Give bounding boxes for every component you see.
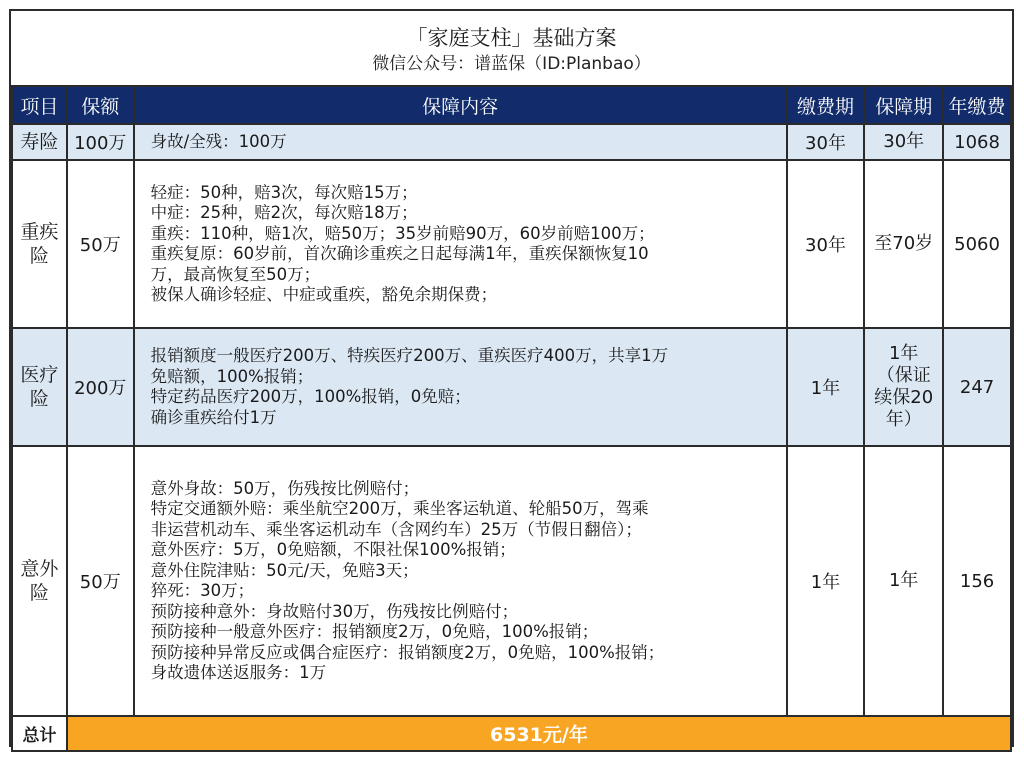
coverage-details-line: 意外身故：50万，伤残按比例赔付； (150, 478, 420, 498)
row-medical (12, 328, 1011, 446)
coverage-details-line: 重疾复原：60岁前，首次确诊重疾之日起每满1年，重疾保额恢复10 (150, 244, 649, 263)
plan-title: 「家庭支柱」基础方案 (406, 26, 617, 50)
total-value: 6531元/年 (67, 716, 1011, 751)
cover-period-line: 1年 (888, 343, 919, 364)
coverage-details-line: 预防接种异常反应或偶合症医疗：报销额度2万，0免赔，100%报销； (150, 642, 665, 662)
total-label: 总计 (12, 716, 67, 751)
pay-period: 30年 (787, 160, 865, 328)
item-name-line: 险 (29, 245, 49, 267)
plan-table-frame (9, 9, 1014, 747)
header-coverage: 保障内容 (134, 86, 787, 124)
pay-period: 1年 (787, 328, 865, 446)
item-name (12, 160, 67, 328)
coverage-details-line: 特定交通额外赔：乘坐航空200万，乘坐客运轨道、轮船50万，驾乘 (150, 499, 649, 518)
header-amount: 保额 (67, 86, 134, 124)
header-annual-premium: 年缴费 (943, 86, 1011, 124)
coverage-details-line: 报销额度一般医疗200万、特疾医疗200万、重疾医疗400万，共享1万 (150, 346, 669, 365)
item-name-line: 险 (29, 582, 49, 604)
annual-premium: 247 (943, 328, 1011, 446)
cover-period-line: 1年 (888, 570, 919, 591)
pay-period: 30年 (787, 124, 865, 160)
coverage-details-line: 预防接种一般意外医疗：报销额度2万，0免赔，100%报销； (150, 622, 599, 641)
total-row (12, 716, 1011, 751)
coverage-details-line: 猝死：30万； (150, 581, 255, 600)
coverage-amount: 50万 (67, 160, 134, 328)
item-name-line: 医疗 (20, 364, 59, 386)
row-life (12, 124, 1011, 160)
row-critical-illness (12, 160, 1011, 328)
coverage-details (134, 160, 787, 328)
header-cover-period: 保障期 (864, 86, 943, 124)
cover-period-line: （保证 (876, 365, 931, 386)
item-name (12, 328, 67, 446)
cover-period-line: 30年 (883, 131, 925, 152)
item-name-line: 险 (29, 388, 49, 410)
annual-premium: 5060 (943, 160, 1011, 328)
cover-period (864, 446, 943, 716)
coverage-details-line: 意外医疗：5万，0免赔额，不限社保100%报销； (150, 540, 516, 559)
coverage-details-line: 身故遗体送返服务：1万 (150, 663, 327, 682)
header-item: 项目 (12, 86, 67, 124)
annual-premium: 156 (943, 446, 1011, 716)
plan-table (11, 85, 1012, 752)
coverage-details-line: 意外住院津贴：50元/天，免赔3天； (150, 560, 419, 580)
coverage-amount: 100万 (67, 124, 134, 160)
cover-period-line: 至70岁 (874, 233, 934, 254)
cover-period (864, 160, 943, 328)
cover-period (864, 124, 943, 160)
plan-subtitle: 微信公众号：谱蓝保（ID:Planbao） (372, 54, 651, 74)
coverage-details (134, 446, 787, 716)
annual-premium: 1068 (943, 124, 1011, 160)
cover-period-line: 续保20 (874, 387, 934, 408)
coverage-details-line: 身故/全残：100万 (150, 131, 287, 151)
coverage-details-line: 中症：25种，赔2次，每次赔18万； (150, 203, 418, 222)
coverage-amount: 50万 (67, 446, 134, 716)
coverage-details-line: 轻症：50种，赔3次，每次赔15万； (150, 182, 418, 202)
coverage-amount: 200万 (67, 328, 134, 446)
coverage-details-line: 非运营机动车、乘坐客运机动车（含网约车）25万（节假日翻倍）； (150, 519, 642, 539)
cover-period-line: 年） (885, 409, 922, 430)
item-name-line: 寿险 (20, 131, 59, 153)
coverage-details-line: 免赔额，100%报销； (150, 366, 314, 386)
coverage-details-line: 被保人确诊轻症、中症或重疾，豁免余期保费； (150, 285, 498, 304)
coverage-details-line: 重疾：110种，赔1次，赔50万；35岁前赔90万，60岁前赔100万； (150, 223, 655, 243)
item-name (12, 446, 67, 716)
pay-period: 1年 (787, 446, 865, 716)
coverage-details-line: 预防接种意外：身故赔付30万，伤残按比例赔付； (150, 601, 519, 621)
coverage-details-line: 万，最高恢复至50万； (150, 264, 321, 284)
item-name-line: 意外 (20, 558, 59, 580)
item-name-line: 重疾 (20, 221, 59, 243)
cover-period (864, 328, 943, 446)
title-block (11, 11, 1012, 87)
row-accident (12, 446, 1011, 716)
header-pay-period: 缴费期 (787, 86, 865, 124)
coverage-details (134, 124, 787, 160)
coverage-details (134, 328, 787, 446)
coverage-details-line: 特定药品医疗200万，100%报销，0免赔； (150, 387, 471, 406)
item-name (12, 124, 67, 160)
header-row (12, 86, 1011, 124)
coverage-details-line: 确诊重疾给付1万 (150, 407, 277, 427)
